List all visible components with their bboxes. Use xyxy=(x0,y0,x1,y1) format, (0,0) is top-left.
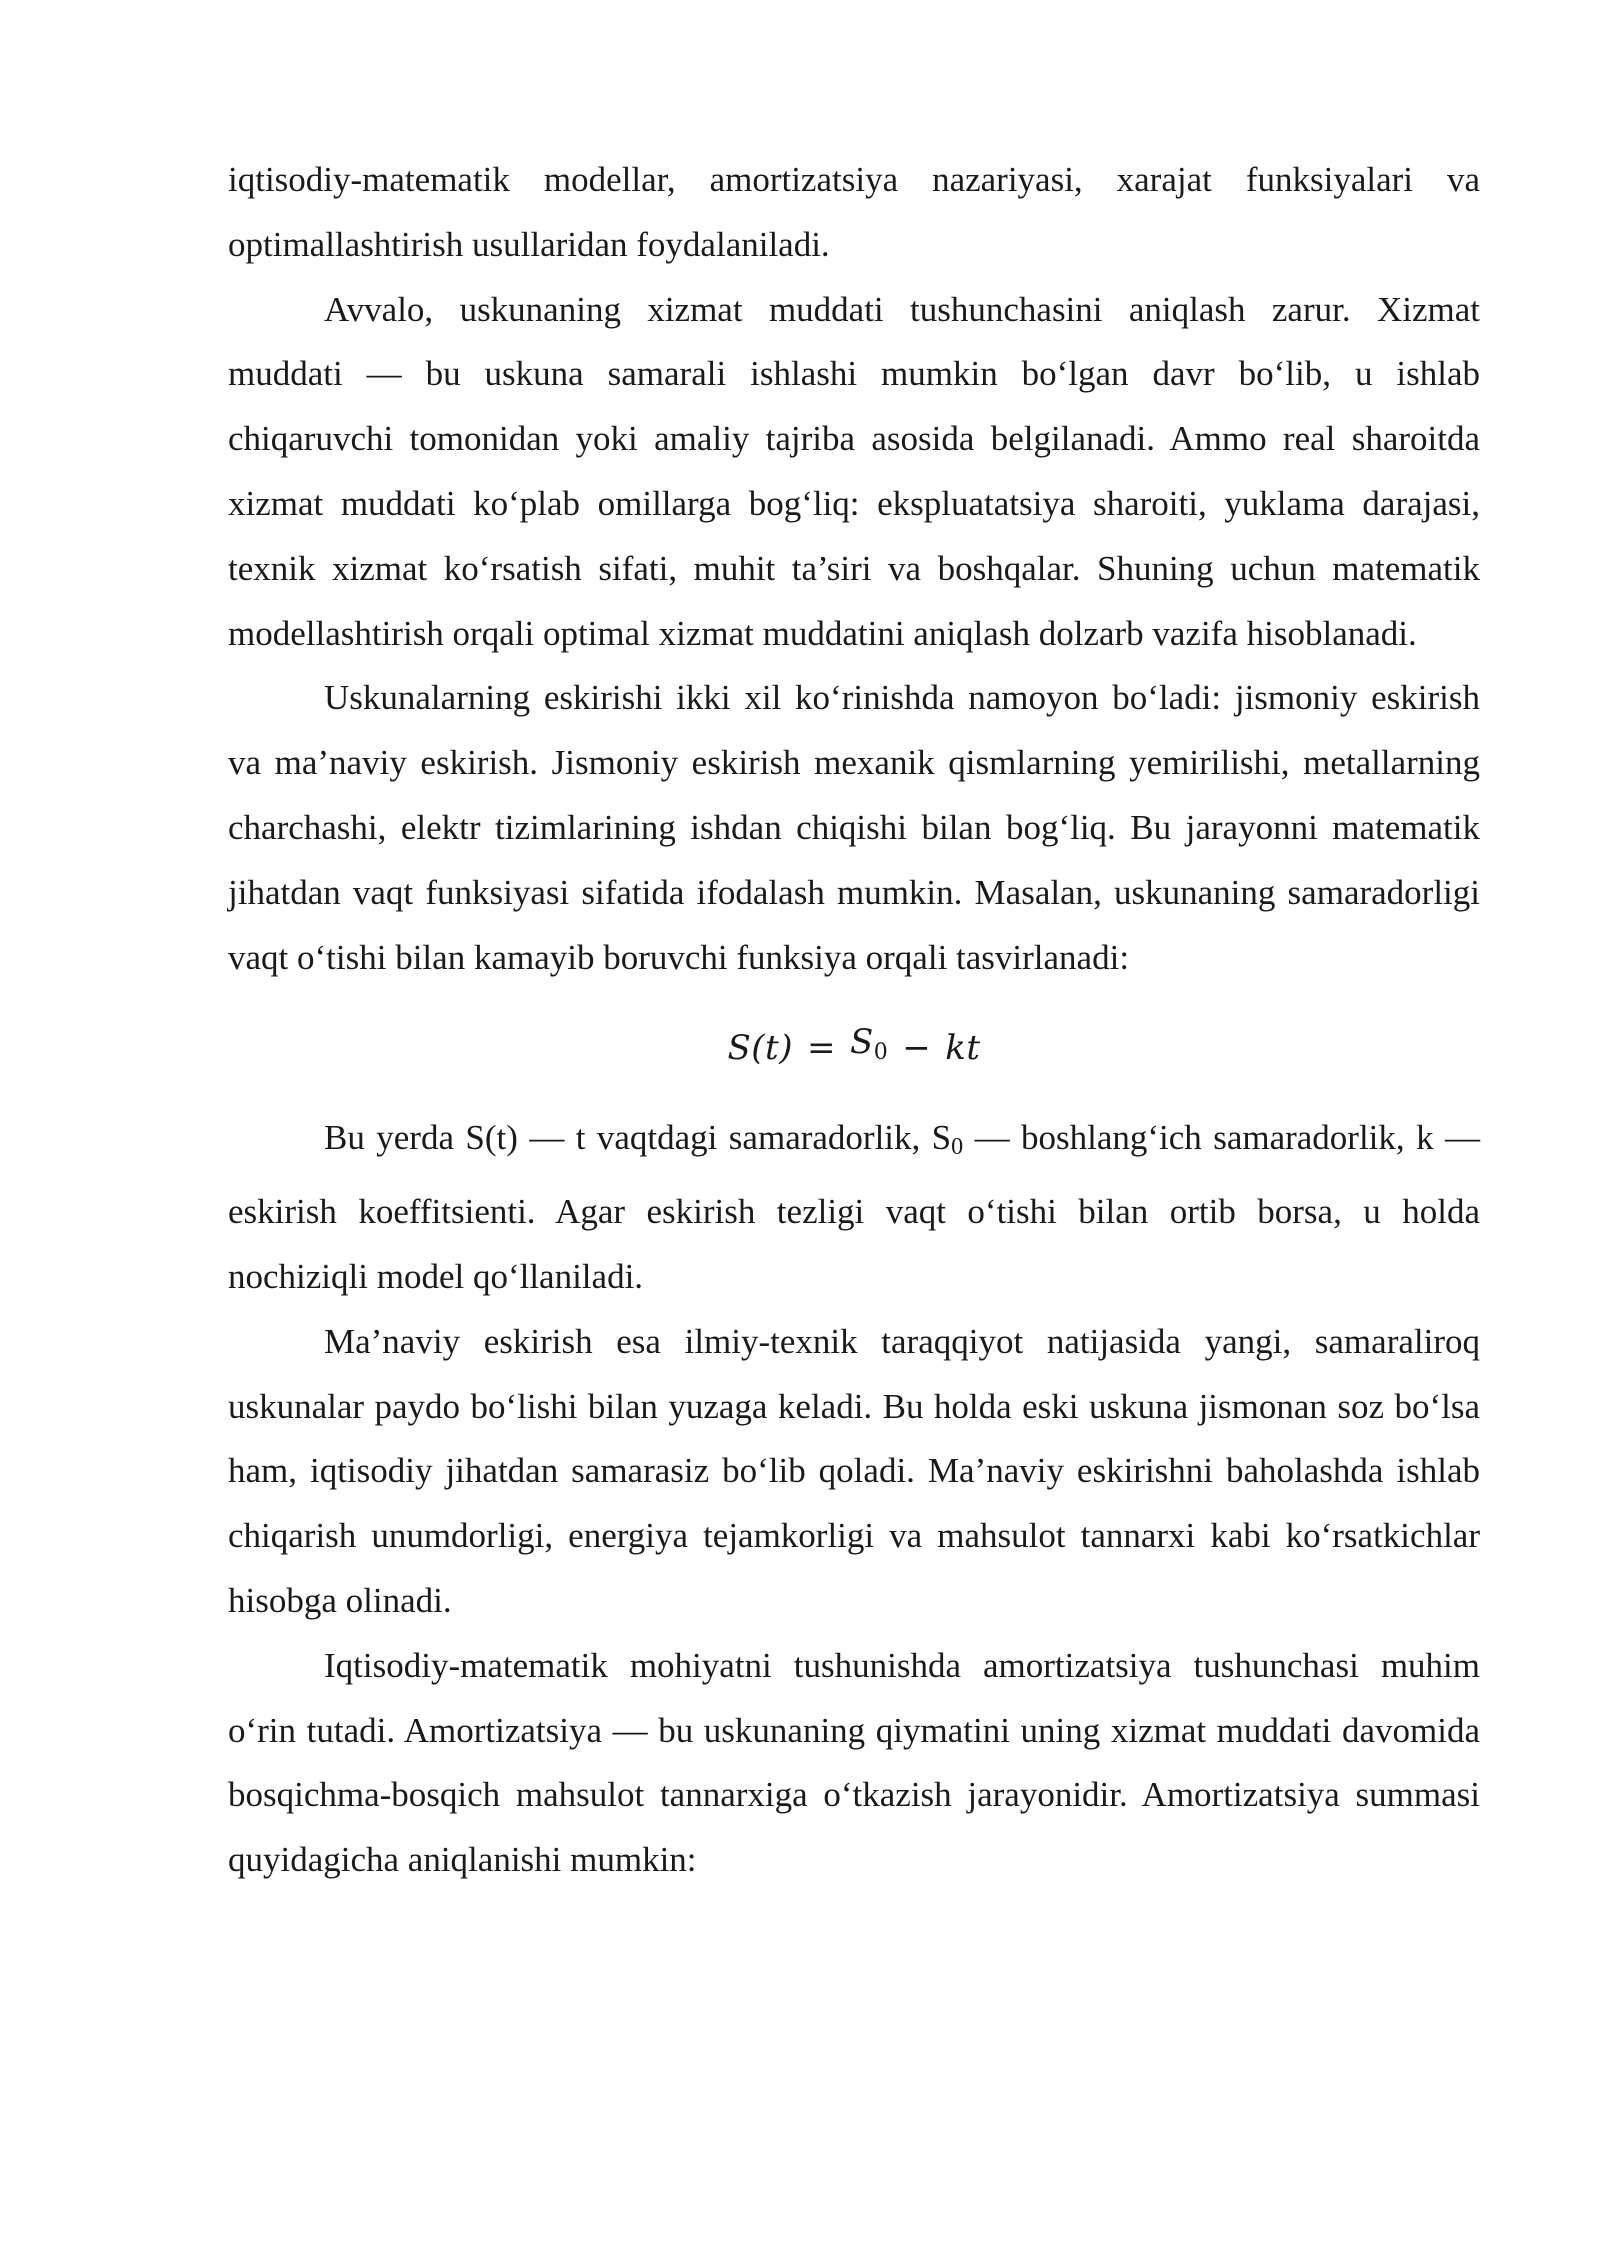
body-text xyxy=(228,148,1480,1893)
paragraph-moral-wear: Ma’naviy eskirish esa ilmiy-texnik taraqqiyot natijasida yangi, samaraliroq uskunalar paydo bo‘lishi bilan yuzaga keladi. Bu holda eski uskuna jismonan soz bo‘lsa ham, iqtisodiy jihatdan samarasiz bo‘lib qoladi. Ma’naviy eskirishni baholashda ishlab chiqarish unumdorligi, energiya tejamkorligi va mahsulot tannarxi kabi ko‘rsatkichlar hisobga olinadi. xyxy=(228,1321,1480,1620)
formula-rhs: kt xyxy=(945,1027,981,1068)
formula-equals: = xyxy=(806,1027,836,1068)
formula-minus: − xyxy=(902,1027,932,1068)
paragraph-amortization: Iqtisodiy-matematik mohiyatni tushunishda amortizatsiya tushunchasi muhim o‘rin tutadi. Amortizatsiya — bu uskunaning qiymatini uning xizmat muddati davomida bosqichma-bosqich mahsulot tannarxiga o‘tkazish jarayonidir. Amortizatsiya summasi quyidagicha aniqlanishi mumkin: xyxy=(228,1645,1480,1880)
formula-efficiency-decay xyxy=(228,990,1480,1106)
formula-s0: $S_0$ xyxy=(849,1022,889,1066)
paragraph-service-life: Avvalo, uskunaning xizmat muddati tushunchasini aniqlash zarur. Xizmat muddati — bu uskuna samarali ishlashi mumkin bo‘lgan davr bo‘lib, u ishlab chiqaruvchi tomonidan yoki amaliy tajriba asosida belgilanadi. Ammo real sharoitda xizmat muddati ko‘plab omillarga bog‘liq: ekspluatatsiya sharoiti, yuklama darajasi, texnik xizmat ko‘rsatish sifati, muhit ta’siri va boshqalar. Shuning uchun matematik modellashtirish orqali optimal xizmat muddatini aniqlash dolzarb vazifa hisoblanadi. xyxy=(228,289,1480,653)
paragraph-continuation: iqtisodiy-matematik modellar, amortizatsiya nazariyasi, xarajat funksiyalari va optimallashtirish usullaridan foydalaniladi. xyxy=(228,160,1480,264)
formula-lhs: S(t) xyxy=(727,1027,793,1068)
paragraph-wear-types: Uskunalarning eskirishi ikki xil ko‘rinishda namoyon bo‘ladi: jismoniy eskirish va ma’naviy eskirish. Jismoniy eskirish mexanik qismlarning yemirilishi, metallarning charchashi, elektr tizimlarining ishdan chiqishi bilan bog‘liq. Bu jarayonni matematik jihatdan vaqt funksiyasi sifatida ifodalash mumkin. Masalan, uskunaning samaradorligi vaqt o‘tishi bilan kamayib boruvchi funksiya orqali tasvirlanadi: xyxy=(228,678,1480,977)
paragraph-formula-explanation: Bu yerda S(t) — t vaqtdagi samaradorlik, S0 — boshlang‘ich samaradorlik, k — eskirish koeffitsienti. Agar eskirish tezligi vaqt o‘tishi bilan ortib borsa, u holda nochiziqli model qo‘llaniladi. xyxy=(228,1118,1480,1296)
